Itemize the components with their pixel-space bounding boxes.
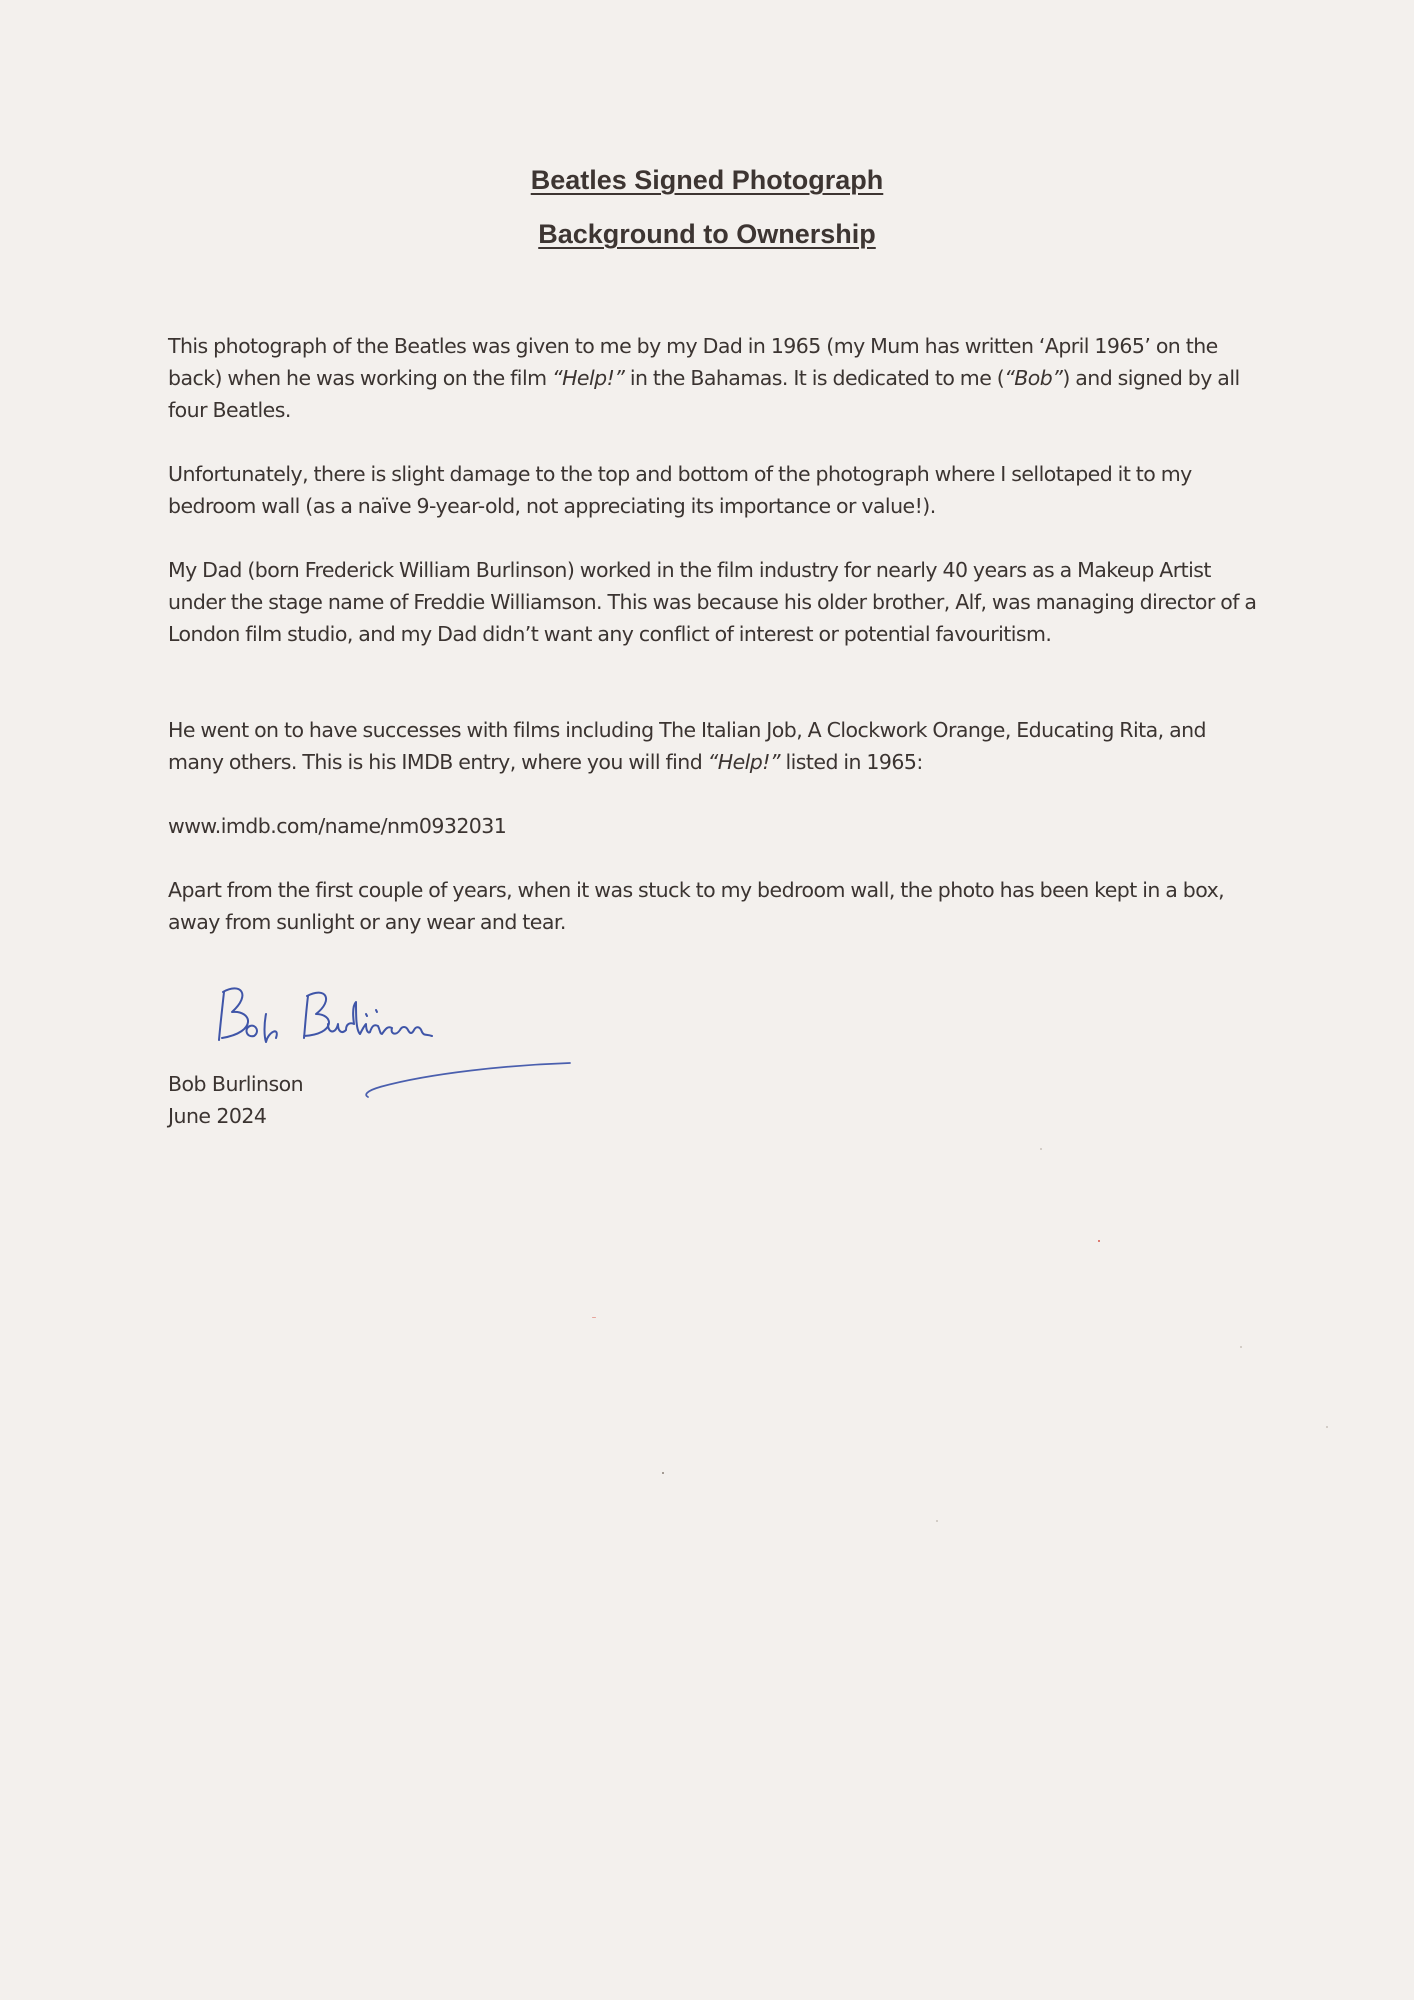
paragraph-gift	[168, 330, 1258, 426]
paper-speck	[1326, 1426, 1328, 1428]
pen-stroke-line	[360, 1055, 580, 1105]
signatory-name: Bob Burlinson	[168, 1072, 304, 1096]
paragraph-gift-text-e: ) and signed by all four Beatles.	[168, 366, 1240, 422]
paper-speck	[592, 1317, 596, 1318]
paragraph-gift-text-a: This photograph of the Beatles was given to me by my Dad in 1965 (my Mum has written ‘April 1965’ on the back) when he was working on the film	[168, 334, 1218, 390]
film-title-help: “Help!”	[707, 750, 780, 774]
paper-speck	[1040, 1148, 1042, 1150]
paragraph-films-text-c: listed in 1965:	[780, 750, 923, 774]
imdb-url: www.imdb.com/name/nm0932031	[168, 814, 507, 838]
paragraph-films	[168, 714, 1258, 778]
paragraph-storage: Apart from the first couple of years, when it was stuck to my bedroom wall, the photo has been kept in a box, away from sunlight or any wear and tear.	[168, 878, 1225, 934]
paper-speck	[936, 1520, 938, 1522]
signature-date: June 2024	[168, 1104, 267, 1128]
paragraph-father: My Dad (born Frederick William Burlinson) worked in the film industry for nearly 40 years as a Makeup Artist under the stage name of Freddie Williamson. This was because his older brother, Alf, was managing director of a London film studio, and my Dad didn’t want any conflict of interest or potential favouritism.	[168, 558, 1257, 646]
paper-speck	[1098, 1240, 1100, 1242]
handwritten-signature	[210, 980, 460, 1060]
document-subtitle: Background to Ownership	[538, 219, 876, 249]
dedication-name: “Bob”	[1004, 366, 1063, 390]
paper-speck	[662, 1472, 664, 1474]
paper-speck	[1240, 1346, 1242, 1348]
paragraph-gift-text-c: in the Bahamas. It is dedicated to me (	[624, 366, 1005, 390]
paragraph-films-text-a: He went on to have successes with films including The Italian Job, A Clockwork Orange, Educating Rita, and many others. This is his IMDB entry, where you will find	[168, 718, 1206, 774]
film-title-help: “Help!”	[552, 366, 625, 390]
paragraph-damage: Unfortunately, there is slight damage to the top and bottom of the photograph where I sellotaped it to my bedroom wall (as a naïve 9-year-old, not appreciating its importance or value!).	[168, 462, 1192, 518]
document-title: Beatles Signed Photograph	[530, 165, 884, 195]
